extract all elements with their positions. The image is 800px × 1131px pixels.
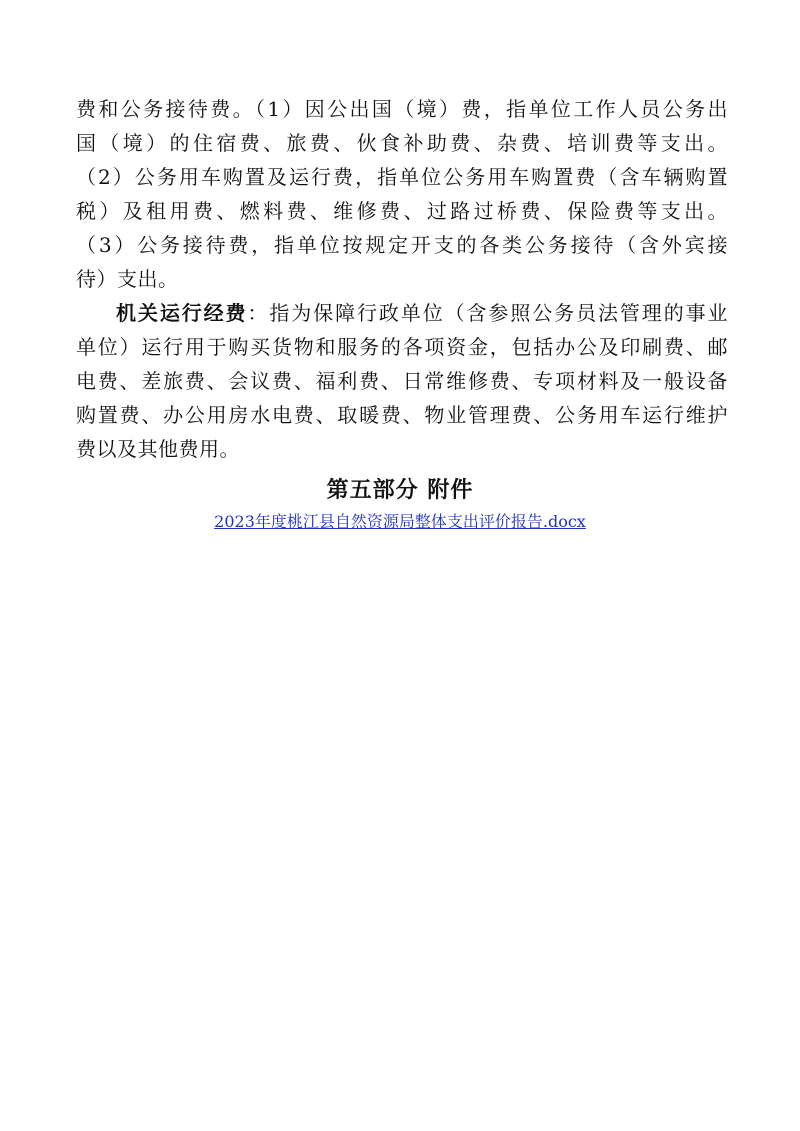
definition-term: 机关运行经费 [116,301,248,325]
section-heading: 第五部分 附件 [326,478,474,503]
paragraph-line: （2）公务用车购置及运行费，指单位公务用车购置费（含车辆购置 [76,165,728,189]
paragraph-line: 费和公务接待费。（1）因公出国（境）费，指单位工作人员公务出 [76,97,728,121]
paragraph-line: 待）支出。 [76,267,179,291]
paragraph-line: 费以及其他费用。 [76,437,240,461]
paragraph-line: 国（境）的住宿费、旅费、伙食补助费、杂费、培训费等支出。 [76,131,728,155]
paragraph-line: 单位）运行用于购买货物和服务的各项资金，包括办公及印刷费、邮 [76,335,728,359]
paragraph-line: （3）公务接待费，指单位按规定开支的各类公务接待（含外宾接 [76,233,728,257]
attachment-row [0,510,800,534]
definition-first-line [116,296,728,330]
definition-text: ：指为保障行政单位（含参照公务员法管理的事业 [247,301,729,325]
attachment-link[interactable]: 2023年度桃江县自然资源局整体支出评价报告.docx [214,512,586,531]
paragraph-line: 购置费、办公用房水电费、取暖费、物业管理费、公务用车运行维护 [76,403,728,427]
paragraph-line: 电费、差旅费、会议费、福利费、日常维修费、专项材料及一般设备 [76,369,728,393]
paragraph-line: 税）及租用费、燃料费、维修费、过路过桥费、保险费等支出。 [76,199,728,223]
